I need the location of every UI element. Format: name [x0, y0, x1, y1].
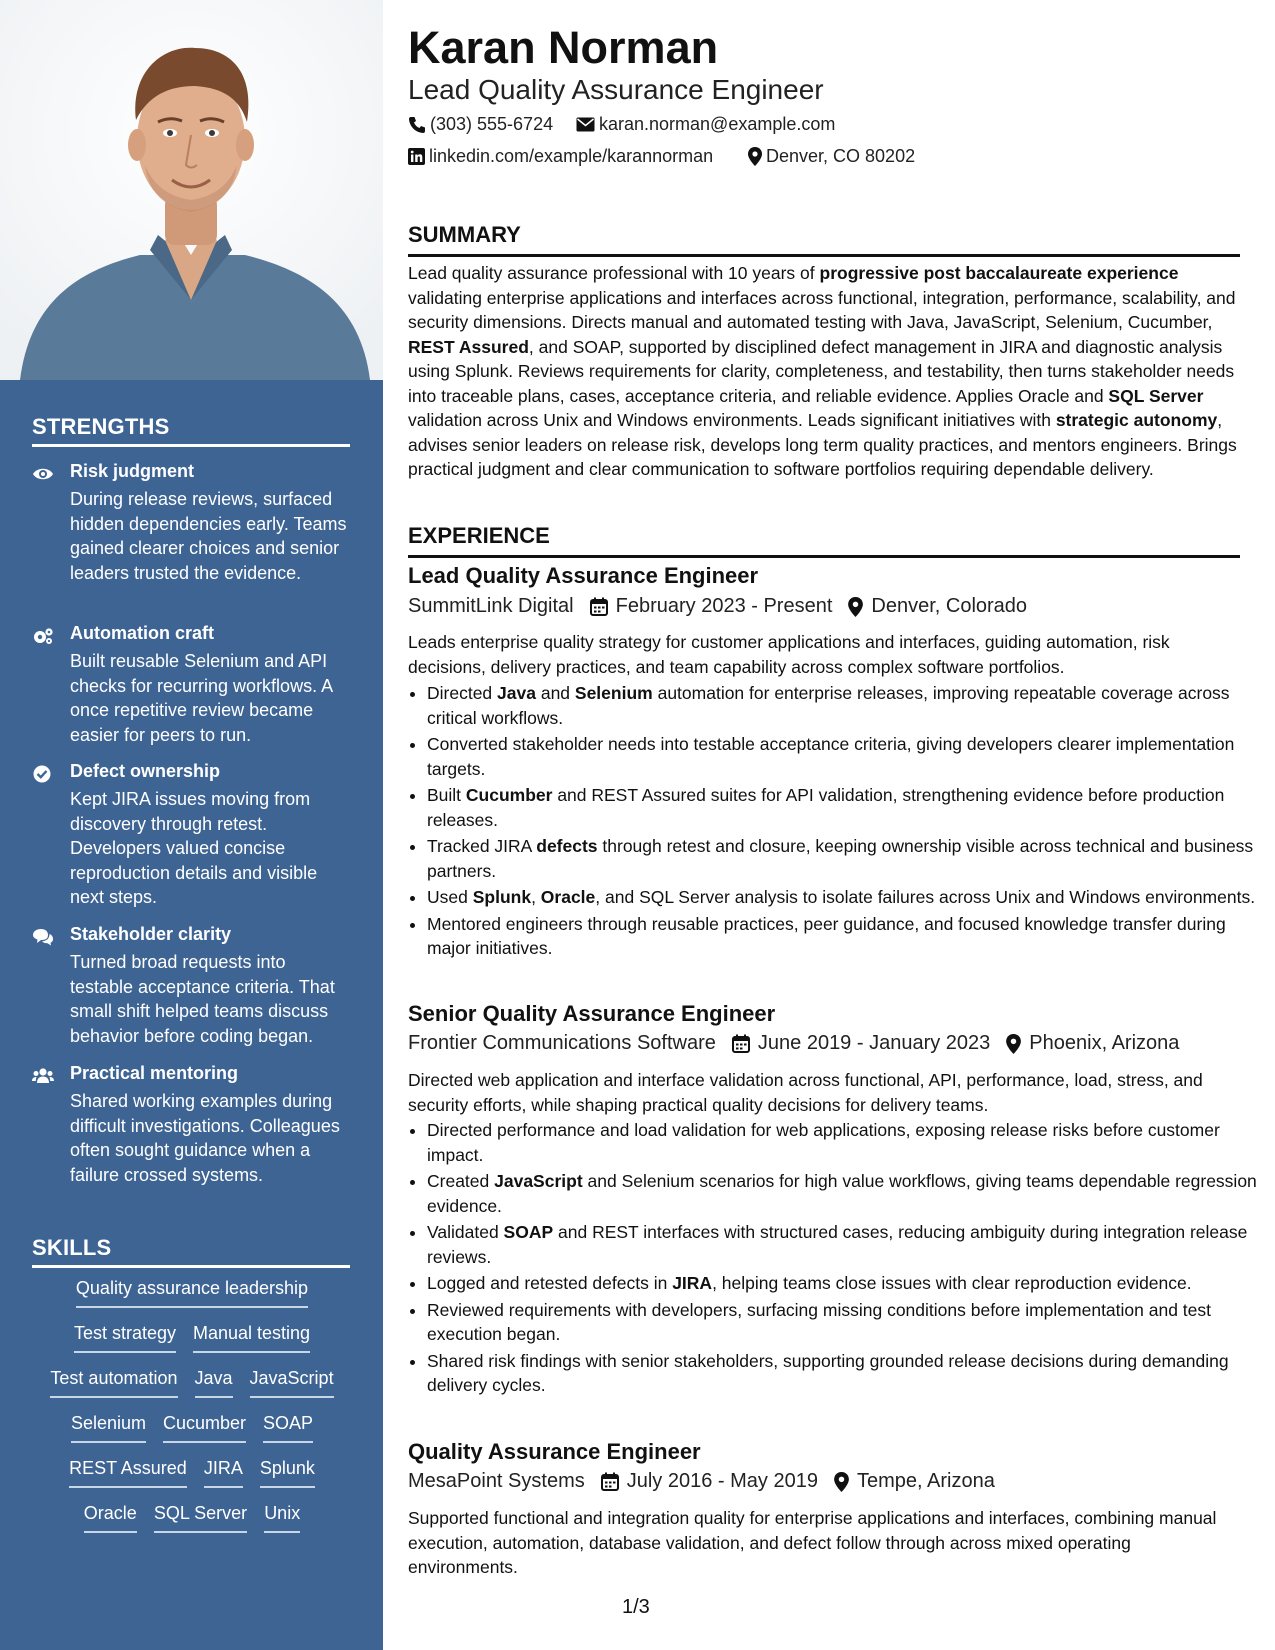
strengths-heading: STRENGTHS [32, 414, 350, 447]
strength-title: Practical mentoring [70, 1063, 239, 1083]
text-run: , and SOAP, supported by disciplined defect management in JIRA and diagnostic analysis using Splunk. Reviews requirements for clarity, completeness, and testability, then turns stakeholder needs into traceable plans, cases, acceptance criteria, and reliable evidence. Applies Oracle and [408, 336, 1235, 406]
skill-tag: JIRA [204, 1458, 243, 1488]
strength-title: Stakeholder clarity [70, 924, 232, 944]
skill-tag: Cucumber [163, 1413, 246, 1443]
job-bullet [427, 1271, 1259, 1296]
job-bullets [408, 1118, 1259, 1400]
sidebar [0, 0, 383, 1650]
skill-tag: Quality assurance leadership [76, 1278, 308, 1308]
skill-tag: Splunk [260, 1458, 315, 1488]
strength-description: Turned broad requests into testable acceptance criteria. That small shift helped teams discuss behavior before coding began. [70, 952, 335, 1046]
text-run: , [531, 887, 541, 907]
linkedin-url[interactable]: linkedin.com/example/karannorman [429, 146, 714, 166]
job-meta [408, 1032, 1179, 1055]
comments-icon [32, 928, 54, 946]
skill-tag: Selenium [71, 1413, 146, 1443]
check-circle-icon [32, 765, 54, 783]
job-title: Quality Assurance Engineer [408, 1439, 701, 1464]
text-run: , helping teams close issues with clear reproduction evidence. [712, 1273, 1192, 1293]
text-run: , and SQL Server analysis to isolate failures across Unix and Windows environments. [595, 887, 1256, 907]
text-run: Converted stakeholder needs into testable acceptance criteria, giving developers clearer implementation targets. [427, 734, 1235, 779]
emphasis-text: Cucumber [465, 785, 553, 805]
eye-icon [32, 465, 54, 483]
strength-title: Defect ownership [70, 761, 221, 781]
skill-tag: SQL Server [154, 1503, 247, 1533]
emphasis-text: SOAP [503, 1222, 554, 1242]
text-run: automation for enterprise releases, improving repeatable coverage across critical workflows. [427, 683, 1230, 728]
job-location: Tempe, Arizona [856, 1470, 995, 1492]
job-bullet [427, 1349, 1259, 1398]
skill-tag: Java [195, 1368, 233, 1398]
text-run: validating enterprise applications and interfaces across functional, integration, performance, scalability, and security dimensions. Directs manual and automated testing with Java, JavaScript, Selenium, Cucumber, [408, 287, 1236, 332]
skills-row [32, 1413, 352, 1458]
envelope-icon [576, 117, 595, 132]
text-run: and Selenium scenarios for high value workflows, giving teams dependable regression evidence. [427, 1171, 1257, 1216]
job-title: Lead Quality Assurance Engineer [408, 563, 759, 588]
skills-heading: SKILLS [32, 1235, 350, 1268]
strength-title: Automation craft [70, 623, 214, 643]
profile-photo [0, 0, 383, 380]
emphasis-text: JIRA [672, 1273, 713, 1293]
summary-heading: SUMMARY [408, 222, 1240, 257]
gears-icon [32, 627, 54, 645]
skill-tag: Test automation [50, 1368, 177, 1398]
emphasis-text: progressive post baccalaureate experience [819, 263, 1179, 283]
text-run: Built [427, 785, 466, 805]
emphasis-text: SQL Server [1108, 385, 1204, 406]
map-pin-icon [748, 147, 762, 166]
job-dates: July 2016 - May 2019 [626, 1470, 818, 1492]
strength-description: During release reviews, surfaced hidden dependencies early. Teams gained clearer choices and senior leaders trusted the evidence. [70, 489, 347, 583]
emphasis-text: REST Assured [408, 336, 529, 357]
job-bullet [427, 732, 1259, 781]
job-bullet [427, 834, 1259, 883]
emphasis-text: Java [497, 683, 536, 703]
job-title: Senior Quality Assurance Engineer [408, 1001, 776, 1026]
job-summary: Directed web application and interface validation across functional, API, performance, load, stress, and security efforts, while shaping practical quality decisions for delivery teams. [408, 1070, 1203, 1115]
email-address[interactable]: karan.norman@example.com [599, 114, 836, 134]
skill-tag: Manual testing [193, 1323, 310, 1353]
skills-row [32, 1458, 352, 1503]
text-run: Created [427, 1171, 495, 1191]
job-location: Denver, Colorado [871, 595, 1028, 617]
text-run: Lead quality assurance professional with 10 years of [408, 263, 820, 283]
skill-tag: Oracle [84, 1503, 137, 1533]
text-run: Mentored engineers through reusable practices, peer guidance, and focused knowledge transfer during major initiatives. [427, 913, 1226, 958]
job-meta [408, 1470, 995, 1493]
text-run: and REST Assured suites for API validation, strengthening evidence before production releases. [427, 785, 1225, 830]
text-run: Shared risk findings with senior stakeholders, supporting grounded release decisions during demanding delivery cycles. [427, 1350, 1229, 1395]
calendar-icon [601, 1472, 619, 1491]
job-bullet [427, 885, 1259, 910]
contact-location [748, 146, 915, 167]
job-bullets [408, 681, 1259, 963]
calendar-icon [732, 1034, 750, 1053]
emphasis-text: defects [536, 836, 598, 856]
job-bullet [427, 1118, 1259, 1167]
job-dates: June 2019 - January 2023 [757, 1032, 991, 1054]
skills-row [32, 1278, 352, 1323]
strength-title: Risk judgment [70, 461, 195, 481]
emphasis-text: JavaScript [494, 1171, 583, 1191]
page-number: 1/3 [622, 1596, 650, 1618]
map-pin-icon [1006, 1034, 1021, 1054]
job-bullet [427, 1220, 1259, 1269]
location-text: Denver, CO 80202 [766, 146, 916, 166]
skills-row [32, 1323, 352, 1368]
text-run: Tracked JIRA [427, 836, 537, 856]
summary-text [408, 261, 1240, 482]
text-run: and REST interfaces with structured cases, reducing ambiguity during integration release reviews. [427, 1222, 1248, 1267]
skills-list [32, 1278, 352, 1548]
strength-description: Built reusable Selenium and API checks for recurring workflows. A once repetitive review became easier for peers to run. [70, 651, 333, 745]
job-dates: February 2023 - Present [615, 595, 833, 617]
job-bullet [427, 681, 1259, 730]
strength-description: Shared working examples during difficult investigations. Colleagues often sought guidance when a failure crossed systems. [70, 1091, 340, 1185]
text-run: Reviewed requirements with developers, surfacing missing conditions before implementation and test execution began. [427, 1299, 1212, 1344]
job-summary: Leads enterprise quality strategy for customer applications and interfaces, guiding automation, risk decisions, delivery practices, and team capability across complex software portfolios. [408, 632, 1170, 677]
text-run: Directed [427, 683, 498, 703]
skill-tag: JavaScript [250, 1368, 334, 1398]
job-bullet [427, 912, 1259, 961]
linkedin-icon [408, 148, 425, 165]
candidate-headline: Lead Quality Assurance Engineer [408, 74, 824, 105]
emphasis-text: Oracle [540, 887, 596, 907]
skills-row [32, 1368, 352, 1413]
experience-heading: EXPERIENCE [408, 523, 1240, 558]
text-run: validation across Unix and Windows environments. Leads significant initiatives with [408, 410, 1056, 430]
contact-email[interactable] [576, 114, 835, 135]
skill-tag: REST Assured [69, 1458, 187, 1488]
job-company: MesaPoint Systems [408, 1470, 585, 1492]
text-run: through retest and closure, keeping ownership visible across technical and business partners. [427, 836, 1254, 881]
emphasis-text: Selenium [574, 683, 653, 703]
job-bullet [427, 783, 1259, 832]
map-pin-icon [834, 1472, 849, 1492]
text-run: Logged and retested defects in [427, 1273, 673, 1293]
job-company: Frontier Communications Software [408, 1032, 716, 1054]
skills-row [32, 1503, 352, 1548]
job-meta [408, 595, 1027, 618]
candidate-name: Karan Norman [408, 22, 719, 73]
contact-linkedin[interactable] [408, 146, 713, 167]
phone-number: (303) 555-6724 [430, 114, 554, 134]
text-run: Used [427, 887, 473, 907]
phone-icon [408, 116, 426, 134]
job-bullet [427, 1169, 1259, 1218]
text-run: and [535, 683, 575, 703]
job-company: SummitLink Digital [408, 595, 574, 617]
text-run: , advises senior leaders on release risk, develops long term quality practices, and mentors engineers. Brings practical judgment and clear communication to software portfolios requiring dependable delivery. [408, 410, 1237, 479]
skill-tag: Unix [264, 1503, 300, 1533]
job-summary: Supported functional and integration quality for enterprise applications and interfaces, combining manual execution, automation, database validation, and defect follow through across mixed operating environments. [408, 1508, 1217, 1577]
emphasis-text: strategic autonomy [1055, 410, 1218, 430]
job-location: Phoenix, Arizona [1029, 1032, 1180, 1054]
text-run: Directed performance and load validation for web applications, exposing release risks before customer impact. [427, 1120, 1220, 1165]
contact-phone [408, 114, 553, 135]
strength-description: Kept JIRA issues moving from discovery through retest. Developers valued concise reproduction details and visible next steps. [70, 789, 318, 907]
calendar-icon [590, 597, 608, 616]
text-run: Validated [427, 1222, 504, 1242]
users-icon [32, 1067, 54, 1085]
skill-tag: Test strategy [74, 1323, 176, 1353]
skill-tag: SOAP [263, 1413, 313, 1443]
job-bullet [427, 1298, 1259, 1347]
emphasis-text: Splunk [472, 887, 532, 907]
map-pin-icon [848, 597, 863, 617]
